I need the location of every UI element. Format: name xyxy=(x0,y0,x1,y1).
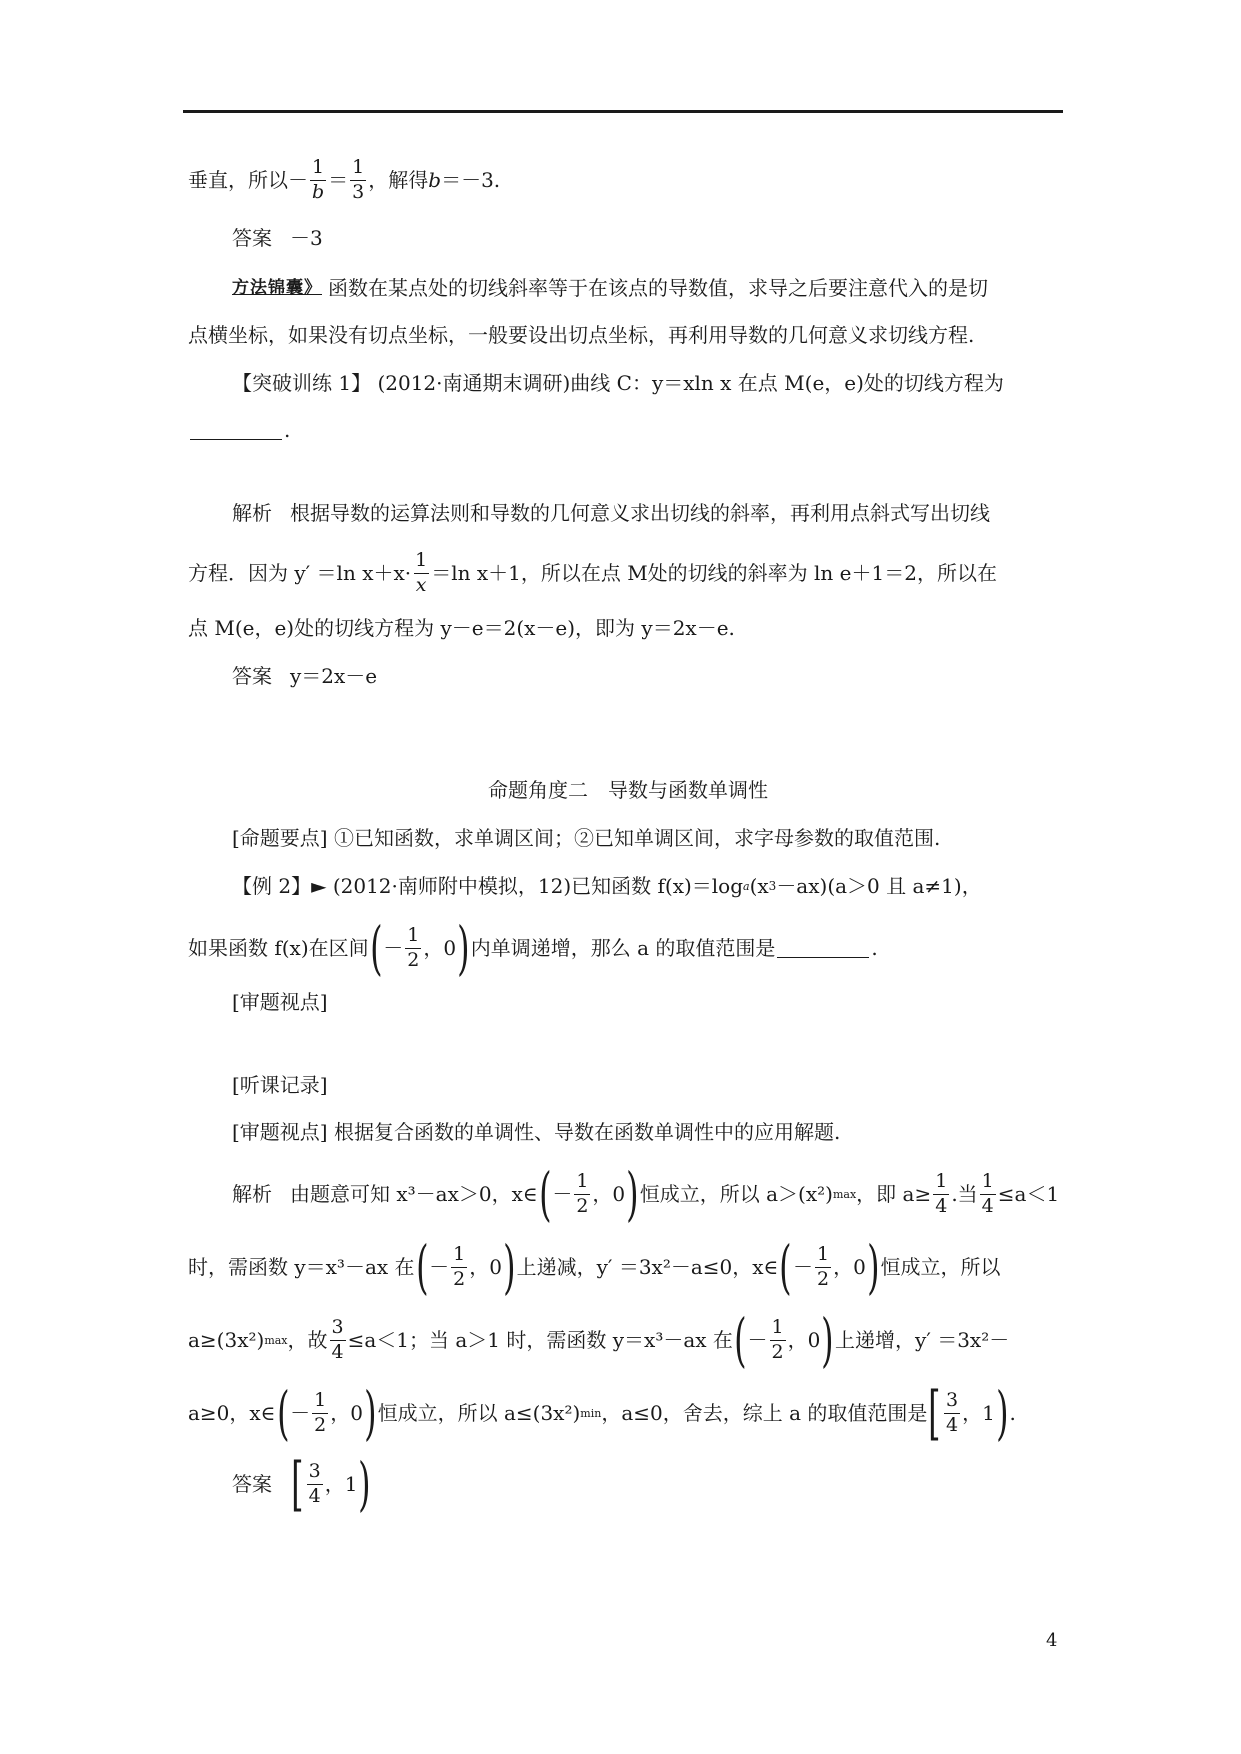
denominator: 2 xyxy=(407,948,420,971)
method-tag: 方法锦囊》 xyxy=(232,277,322,298)
text: 点 M(e，e)处的切线方程为 y－e＝2(x－e)，即为 y＝2x－e. xyxy=(188,616,735,640)
answer-line xyxy=(232,218,1072,258)
open-paren: ( xyxy=(734,1306,747,1374)
denominator: 2 xyxy=(314,1413,327,1436)
answer-blank-line xyxy=(188,410,1068,450)
keypoint-line xyxy=(232,818,1072,858)
text: ，0 xyxy=(330,1401,363,1425)
paragraph-line xyxy=(188,315,1068,355)
review-label-line xyxy=(232,982,1072,1022)
denominator: 2 xyxy=(453,1267,466,1290)
text: ≤a＜1 xyxy=(997,1182,1060,1206)
subscript: a xyxy=(743,879,750,893)
text: 命题角度二 导数与函数单调性 xyxy=(488,778,768,802)
numerator: 1 xyxy=(981,1169,994,1192)
text: ，0 xyxy=(592,1182,626,1206)
numerator: 1 xyxy=(415,548,428,571)
numerator: 1 xyxy=(771,1315,784,1338)
numerator: 3 xyxy=(946,1388,959,1411)
fraction xyxy=(312,1388,328,1436)
fraction xyxy=(815,1242,831,1290)
answer-blank xyxy=(777,939,869,958)
page-number: 4 xyxy=(1046,1630,1058,1651)
header-rule xyxy=(183,110,1063,113)
text: ，0 xyxy=(833,1255,866,1279)
example-line xyxy=(188,914,1068,982)
numerator: 1 xyxy=(453,1242,466,1265)
answer-line xyxy=(232,656,1072,696)
text: ，a≤0，舍去，综上 a 的取值范围是 xyxy=(601,1401,928,1425)
solution-line xyxy=(232,493,1072,533)
text: ，故 xyxy=(287,1328,328,1352)
text: 函数在某点处的切线斜率等于在该点的导数值，求导之后要注意代入的是切 xyxy=(328,276,988,300)
text: － xyxy=(429,1255,450,1279)
denominator: 4 xyxy=(946,1413,959,1436)
text: [听课记录] xyxy=(232,1073,328,1097)
text: ＝－3. xyxy=(441,168,501,192)
text: ，0 xyxy=(423,936,457,960)
numerator: 1 xyxy=(816,1242,830,1265)
open-paren: ( xyxy=(369,914,383,982)
open-paren: ( xyxy=(779,1233,792,1301)
close-paren: ) xyxy=(358,1450,372,1518)
close-paren: ) xyxy=(626,1160,639,1228)
denominator: 4 xyxy=(981,1194,994,1217)
fraction xyxy=(574,1169,590,1217)
answer-value: y＝2x－e xyxy=(290,664,378,688)
section-title xyxy=(188,770,1068,810)
text: a≥(3x²) xyxy=(188,1328,265,1352)
numerator: 3 xyxy=(308,1459,321,1482)
open-paren: ( xyxy=(415,1233,429,1301)
numerator: 1 xyxy=(314,1388,327,1411)
text: － xyxy=(290,1401,311,1425)
text: . xyxy=(1009,1401,1016,1425)
close-paren: ) xyxy=(503,1233,516,1301)
numerator: 1 xyxy=(312,155,325,178)
fraction xyxy=(944,1388,960,1436)
text: b xyxy=(428,168,442,192)
fraction xyxy=(405,923,421,971)
close-paren: ) xyxy=(866,1233,880,1301)
example-line xyxy=(232,866,1072,906)
solution-line xyxy=(188,608,1068,648)
numerator: 1 xyxy=(935,1169,948,1192)
text: ＝ xyxy=(328,168,349,192)
text: ，即 a≥ xyxy=(856,1182,932,1206)
solution-line xyxy=(188,1306,1068,1374)
denominator: 3 xyxy=(352,180,365,203)
text: 恒成立，所以 a＞(x²) xyxy=(639,1182,833,1206)
text: 垂直，所以－ xyxy=(188,168,308,192)
fraction xyxy=(310,155,326,203)
answer-value: －3 xyxy=(290,226,323,250)
fraction xyxy=(307,1459,323,1507)
text: 【例 2】► (2012·南师附中模拟，12)已知函数 f(x)＝log xyxy=(232,874,744,898)
answer-label: 答案 xyxy=(232,226,272,250)
text: [命题要点] ①已知函数，求单调区间；②已知单调区间，求字母参数的取值范围. xyxy=(232,826,941,850)
numerator: 3 xyxy=(331,1315,344,1338)
method-line xyxy=(232,268,1072,308)
text: ≤a＜1；当 a＞1 时，需函数 y＝x³－ax 在 xyxy=(347,1328,733,1352)
text: 【突破训练 1】 (2012·南通期末调研)曲线 C：y＝xln x 在点 M(e，e)处的切线方程为 xyxy=(232,371,1004,395)
paragraph-line xyxy=(188,155,1068,203)
text: [审题视点] 根据复合函数的单调性、导数在函数单调性中的应用解题. xyxy=(232,1120,841,1144)
text: 由题意可知 x³－ax＞0，x∈ xyxy=(290,1182,538,1206)
denominator: 2 xyxy=(771,1340,784,1363)
notes-label-line xyxy=(232,1065,1072,1105)
text: ，1 xyxy=(324,1472,358,1496)
text: . xyxy=(284,418,291,442)
fraction xyxy=(330,1315,346,1363)
fraction xyxy=(980,1169,996,1217)
answer-label: 答案 xyxy=(232,1472,272,1496)
text: .当 xyxy=(951,1182,978,1206)
text: －ax)(a＞0 且 a≠1)， xyxy=(776,874,982,898)
subscript: max xyxy=(264,1333,288,1347)
superscript: 3 xyxy=(768,879,777,893)
answer-blank xyxy=(190,421,282,440)
solution-line xyxy=(232,1160,1072,1228)
text: 如果函数 f(x)在区间 xyxy=(188,936,369,960)
fraction xyxy=(350,155,366,203)
text: 上递减，y′ ＝3x²－a≤0，x∈ xyxy=(516,1255,779,1279)
text: － xyxy=(383,936,404,960)
text: 根据导数的运算法则和导数的几何意义求出切线的斜率，再利用点斜式写出切线 xyxy=(290,501,990,525)
close-paren: ) xyxy=(821,1306,834,1374)
solution-line xyxy=(188,548,1068,596)
fraction xyxy=(451,1242,467,1290)
text: 内单调递增，那么 a 的取值范围是 xyxy=(470,936,776,960)
text: 时，需函数 y＝x³－ax 在 xyxy=(188,1255,415,1279)
subscript: max xyxy=(832,1187,857,1201)
close-paren: ) xyxy=(364,1379,377,1447)
numerator: 1 xyxy=(352,155,365,178)
text: 上递增，y′ ＝3x²－ xyxy=(835,1328,1010,1352)
text: a≥0，x∈ xyxy=(188,1401,276,1425)
numerator: 1 xyxy=(407,923,420,946)
text: (x xyxy=(749,874,769,898)
numerator: 1 xyxy=(576,1169,589,1192)
denominator: b xyxy=(312,180,325,203)
close-paren: ) xyxy=(457,914,470,982)
fraction xyxy=(413,548,429,596)
open-paren: ( xyxy=(538,1160,552,1228)
text: ＝ln x＋1，所以在点 M处的切线的斜率为 ln e＋1＝2，所以在 xyxy=(431,561,997,585)
denominator: 4 xyxy=(331,1340,344,1363)
text: 恒成立，所以 a≤(3x²) xyxy=(377,1401,581,1425)
fraction xyxy=(770,1315,786,1363)
open-bracket: [ xyxy=(928,1379,941,1447)
denominator: 4 xyxy=(308,1484,321,1507)
denominator: 2 xyxy=(576,1194,589,1217)
denominator: 2 xyxy=(816,1267,830,1290)
text: ，解得 xyxy=(368,168,429,192)
text: ，0 xyxy=(787,1328,821,1352)
subscript: min xyxy=(580,1406,602,1420)
answer-label: 答案 xyxy=(232,664,272,688)
fraction xyxy=(933,1169,949,1217)
solution-label: 解析 xyxy=(232,501,272,525)
text: 恒成立，所以 xyxy=(880,1255,1001,1279)
solution-line xyxy=(188,1379,1068,1447)
training-line xyxy=(232,363,1072,403)
close-paren: ) xyxy=(995,1379,1009,1447)
text: ，1 xyxy=(962,1401,995,1425)
text: [审题视点] xyxy=(232,990,328,1014)
text: － xyxy=(792,1255,813,1279)
denominator: 4 xyxy=(935,1194,948,1217)
text: 方程．因为 y′ ＝ln x＋x· xyxy=(188,561,412,585)
text: 点横坐标，如果没有切点坐标，一般要设出切点坐标，再利用导数的几何意义求切线方程. xyxy=(188,323,975,347)
open-paren: ( xyxy=(276,1379,290,1447)
answer-line xyxy=(232,1450,1072,1518)
denominator: x xyxy=(415,573,427,596)
solution-line xyxy=(188,1233,1068,1301)
open-bracket: [ xyxy=(291,1450,304,1518)
solution-label: 解析 xyxy=(232,1182,272,1206)
text: ，0 xyxy=(469,1255,502,1279)
text: . xyxy=(871,936,878,960)
text: － xyxy=(552,1182,573,1206)
text: － xyxy=(747,1328,768,1352)
review-line xyxy=(232,1112,1072,1152)
